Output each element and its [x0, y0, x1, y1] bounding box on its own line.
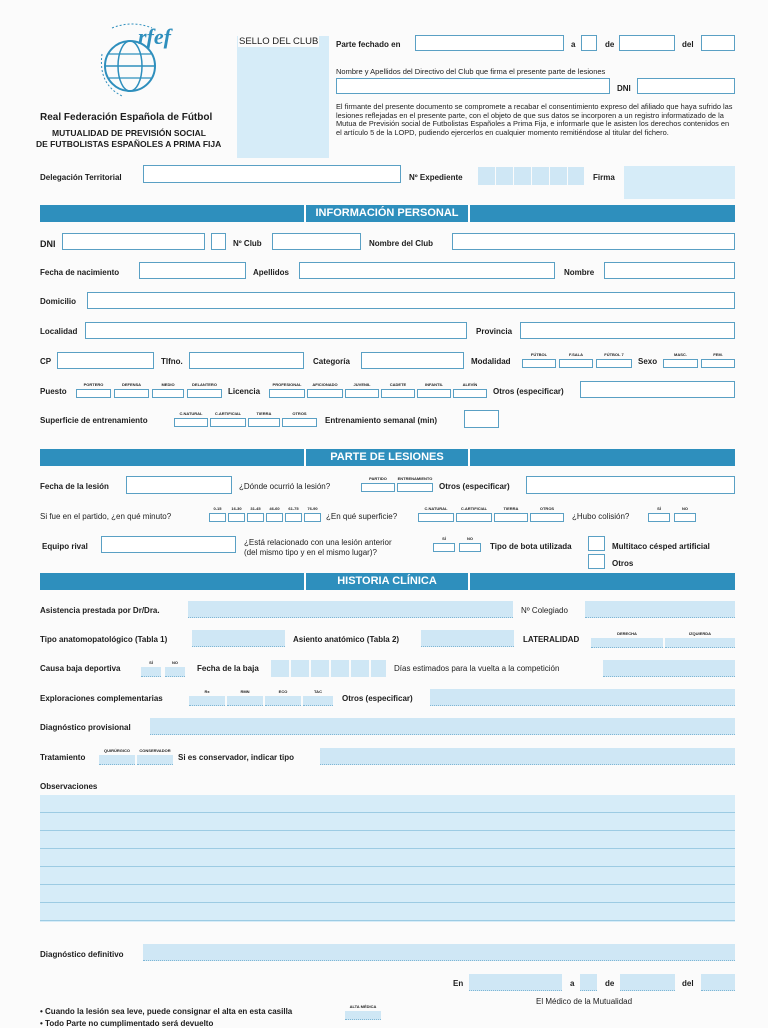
parte-fechado-label: Parte fechado en [336, 40, 401, 49]
colision-opt-si-box[interactable] [648, 513, 670, 522]
licencia-opt-alevin-box[interactable] [453, 389, 487, 398]
dni-letter-field[interactable] [211, 233, 226, 250]
puesto-opt-delantero-box[interactable] [187, 389, 222, 398]
minuto-opt-46-60-box[interactable] [266, 513, 283, 522]
diag-prov-field[interactable] [150, 718, 735, 735]
minuto-opt-0-15-label: 0-15 [213, 506, 222, 511]
footer-lugar-field[interactable] [469, 974, 562, 991]
org-subtitle-1: MUTUALIDAD DE PREVISIÓN SOCIAL [52, 128, 206, 138]
fecha-lesion-field[interactable] [126, 476, 232, 494]
parte-a-label: a [571, 40, 576, 49]
exploraciones-opt-tac-label: TAC [314, 689, 322, 694]
modalidad-opt-futbol-box[interactable] [522, 359, 556, 368]
org-subtitle-2: DE FUTBOLISTAS ESPAÑOLES A PRIMA FIJA [36, 139, 222, 149]
relacionado-opt-no-label: NO [467, 536, 473, 541]
superficie-opt-otros-label: OTROS [292, 411, 307, 416]
modalidad-opt-futbol7-box[interactable] [596, 359, 632, 368]
licencia-opt-cadete-box[interactable] [381, 389, 415, 398]
fecha-lesion-label: Fecha de la lesión [40, 482, 109, 491]
footer-en-label: En [453, 979, 464, 988]
fecha-nac-field[interactable] [139, 262, 246, 279]
fecha-baja-field[interactable] [271, 660, 386, 677]
puesto-label: Puesto [40, 387, 67, 396]
en-superficie-opt-natural-box[interactable] [418, 513, 454, 522]
en-superficie-opt-otros-label: OTROS [539, 506, 555, 511]
diag-def-field[interactable] [143, 944, 735, 961]
puesto-opt-portero-box[interactable] [76, 389, 111, 398]
localidad-field[interactable] [85, 322, 467, 339]
historia-title: HISTORIA CLÍNICA [304, 573, 470, 590]
superficie-opt-natural-label: C.NATURAL [179, 411, 203, 416]
minuto-opt-76-90-box[interactable] [304, 513, 321, 522]
directivo-label: Nombre y Apellidos del Directivo del Club que firma el presente parte de lesiones [336, 67, 606, 76]
entrenamiento-field[interactable] [464, 410, 499, 428]
bota-opt-multitaco-label: Multitaco césped artificial [612, 542, 710, 551]
relacionado-opt-no-box[interactable] [459, 543, 481, 552]
diag-prov-label: Diagnóstico provisional [40, 723, 131, 732]
en-superficie-opt-tierra-label: TIERRA [503, 506, 519, 511]
exploraciones-otros-label: Otros (especificar) [342, 694, 413, 703]
superficie-opt-tierra-box[interactable] [248, 418, 280, 427]
categoria-label: Categoría [313, 357, 350, 366]
licencia-label: Licencia [228, 387, 261, 396]
exploraciones-opt-rx-label: Rx [204, 689, 210, 694]
sello-club-box[interactable] [237, 36, 329, 158]
nombre-field[interactable] [604, 262, 735, 279]
licencia-opt-juvenil-label: JUVENIL [353, 382, 371, 387]
expediente-label: Nº Expediente [409, 173, 463, 182]
expediente-field[interactable] [478, 167, 584, 185]
sexo-opt-fem-box[interactable] [701, 359, 735, 368]
superficie-opt-artificial-box[interactable] [210, 418, 246, 427]
minuto-opt-61-75-label: 61-75 [288, 506, 299, 511]
parte-anio-field[interactable] [701, 35, 735, 51]
modalidad-label: Modalidad [471, 357, 511, 366]
en-superficie-opt-natural-label: C.NATURAL [424, 506, 448, 511]
footer-anio-field[interactable] [701, 974, 735, 991]
diag-def-label: Diagnóstico definitivo [40, 950, 124, 959]
causa-baja-opt-si-box[interactable] [141, 667, 161, 677]
donde-otros-label: Otros (especificar) [439, 482, 510, 491]
colision-opt-si-label: SÍ [657, 506, 661, 511]
conservador-field[interactable] [320, 748, 735, 765]
tratamiento-label: Tratamiento [40, 753, 86, 762]
exploraciones-label: Exploraciones complementarias [40, 694, 163, 703]
exploraciones-opt-rmn-box[interactable] [227, 696, 263, 706]
tlfno-label: Tlfno. [161, 357, 183, 366]
equipo-rival-label: Equipo rival [42, 542, 88, 551]
alta-medica-box[interactable] [345, 1011, 381, 1020]
domicilio-label: Domicilio [40, 297, 77, 306]
parte-mes-field[interactable] [619, 35, 675, 51]
conservador-label: Si es conservador, indicar tipo [178, 753, 295, 762]
tratamiento-opt-conservador-label: CONSERVADOR [139, 748, 171, 753]
footer-dia-field[interactable] [580, 974, 597, 991]
puesto-opt-medio-box[interactable] [152, 389, 184, 398]
dias-field[interactable] [603, 660, 735, 677]
tratamiento-opt-conservador-box[interactable] [137, 755, 173, 765]
exploraciones-opt-eco-label: ECO [278, 689, 288, 694]
colision-opt-no-label: NO [682, 506, 688, 511]
superficie-label: Superficie de entrenamiento [40, 416, 148, 425]
minuto-opt-76-90-label: 76-90 [307, 506, 318, 511]
sexo-opt-fem-label: FEM. [713, 352, 723, 357]
en-superficie-opt-artificial-label: C.ARTIFICIAL [460, 506, 488, 511]
en-superficie-opt-tierra-box[interactable] [494, 513, 528, 522]
bota-label: Tipo de bota utilizada [490, 542, 572, 551]
parte-dia-field[interactable] [581, 35, 597, 51]
lateralidad-opt-izquierda-box[interactable] [665, 638, 735, 648]
footer-de-label: de [605, 979, 615, 988]
donde-opt-entrenamiento-label: ENTRENAMIENTO [397, 476, 433, 481]
observaciones-field[interactable] [40, 795, 735, 922]
causa-baja-opt-no-box[interactable] [165, 667, 185, 677]
sello-club-label: SELLO DEL CLUB [239, 36, 319, 47]
minuto-opt-46-60-label: 46-60 [269, 506, 280, 511]
colegiado-field[interactable] [585, 601, 735, 618]
en-superficie-label: ¿En qué superficie? [326, 512, 398, 521]
colision-label: ¿Hubo colisión? [572, 512, 630, 521]
licencia-opt-infantil-label: INFANTIL [425, 382, 443, 387]
personal-title: INFORMACIÓN PERSONAL [304, 205, 470, 222]
nombre-club-field[interactable] [452, 233, 735, 250]
en-superficie-opt-otros-box[interactable] [530, 513, 564, 522]
footer-note-1: • Cuando la lesión sea leve, puede consignar el alta en esta casilla [40, 1007, 293, 1016]
modalidad-opt-fsala-label: F.SALA [569, 352, 583, 357]
nombre-club-label: Nombre del Club [369, 239, 434, 248]
lateralidad-opt-derecha-label: DERECHA [617, 631, 637, 636]
causa-baja-opt-no-label: NO [172, 660, 178, 665]
bota-opt-otros-label: Otros [612, 559, 634, 568]
licencia-opt-aficionado-box[interactable] [307, 389, 343, 398]
parte-de-label: de [605, 40, 615, 49]
parte-del-label: del [682, 40, 694, 49]
asistencia-label: Asistencia prestada por Dr/Dra. [40, 606, 160, 615]
minuto-opt-0-15-box[interactable] [209, 513, 226, 522]
dias-label: Días estimados para la vuelta a la competición [394, 664, 560, 673]
legal-text: El firmante del presente documento se compromete a recabar el consentimiento expreso del afiliado que haya sufrido las lesiones reflejadas en el presente parte, con el objeto de que sus datos se incorporen a un registro informatizado de la Mutua de Previsión social de Futbolistas Españoles a Prima Fija, e informarle que le asisten los derechos contenidos en el artículo 5 de la LOPD, pudiendo ejercerlos en cualquier momento remitiéndose al titular del fichero. [336, 102, 733, 137]
tlfno-field[interactable] [189, 352, 304, 369]
lateralidad-label: LATERALIDAD [523, 635, 580, 644]
delegacion-label: Delegación Territorial [40, 173, 122, 182]
provincia-field[interactable] [520, 322, 735, 339]
puesto-opt-medio-label: MEDIO [161, 382, 175, 387]
alta-medica-label: ALTA MÉDICA [349, 1004, 377, 1009]
superficie-opt-artificial-label: C.ARTIFICIAL [214, 411, 242, 416]
sexo-opt-masc-label: MASC. [674, 352, 687, 357]
org-name: Real Federación Española de Fútbol [40, 112, 213, 123]
lateralidad-opt-izquierda-label: IZQUIERDA [689, 631, 711, 636]
licencia-otros-field[interactable] [580, 381, 735, 398]
superficie-opt-tierra-label: TIERRA [256, 411, 272, 416]
licencia-opt-profesional-label: PROFESIONAL [272, 382, 302, 387]
donde-otros-field[interactable] [526, 476, 735, 494]
licencia-opt-juvenil-box[interactable] [345, 389, 379, 398]
tratamiento-opt-quirurgico-label: QUIRÚRGICO [104, 748, 130, 753]
sexo-opt-masc-box[interactable] [663, 359, 698, 368]
fecha-baja-label: Fecha de la baja [197, 664, 259, 673]
logo-text: rfef [138, 24, 171, 49]
puesto-opt-defensa-box[interactable] [114, 389, 149, 398]
colegiado-label: Nº Colegiado [521, 606, 568, 615]
cp-field[interactable] [57, 352, 154, 369]
exploraciones-opt-eco-box[interactable] [265, 696, 301, 706]
puesto-opt-defensa-label: DEFENSA [121, 382, 142, 387]
domicilio-field[interactable] [87, 292, 735, 309]
relacionado-opt-si-label: SÍ [442, 536, 446, 541]
exploraciones-opt-rmn-label: RMN [240, 689, 250, 694]
categoria-field[interactable] [361, 352, 464, 369]
provincia-label: Provincia [476, 327, 513, 336]
minuto-label: Si fue en el partido, ¿en qué minuto? [40, 512, 172, 521]
footer-mes-field[interactable] [620, 974, 675, 991]
exploraciones-opt-tac-box[interactable] [303, 696, 333, 706]
delegacion-field[interactable] [143, 165, 401, 183]
minuto-opt-16-30-box[interactable] [228, 513, 245, 522]
relacionado-opt-si-box[interactable] [433, 543, 455, 552]
donde-opt-partido-box[interactable] [361, 483, 395, 492]
dni-field[interactable] [62, 233, 205, 250]
bota-opt-multitaco-box[interactable] [588, 536, 605, 551]
causa-baja-opt-si-label: SÍ [149, 660, 153, 665]
licencia-opt-cadete-label: CADETE [389, 382, 407, 387]
directivo-dni-field[interactable] [637, 78, 735, 94]
entrenamiento-label: Entrenamiento semanal (min) [325, 416, 438, 425]
apellidos-label: Apellidos [253, 268, 290, 277]
minuto-opt-31-45-label: 31-45 [250, 506, 261, 511]
lateralidad-opt-derecha-box[interactable] [591, 638, 663, 648]
sexo-label: Sexo [638, 357, 658, 366]
n-club-field[interactable] [272, 233, 361, 250]
nombre-label: Nombre [564, 268, 595, 277]
asiento-label: Asiento anatómico (Tabla 2) [293, 635, 400, 644]
directivo-dni-label: DNI [617, 84, 631, 93]
superficie-opt-natural-box[interactable] [174, 418, 208, 427]
cp-label: CP [40, 357, 52, 366]
footer-note-2: • Todo Parte no cumplimentado será devuelto [40, 1019, 214, 1028]
firma-field[interactable] [624, 166, 735, 199]
fecha-nac-label: Fecha de nacimiento [40, 268, 120, 277]
tratamiento-opt-quirurgico-box[interactable] [99, 755, 135, 765]
donde-opt-partido-label: PARTIDO [369, 476, 387, 481]
tipo-anat-field[interactable] [192, 630, 285, 647]
n-club-label: Nº Club [233, 239, 262, 248]
puesto-opt-delantero-label: DELANTERO [192, 382, 217, 387]
footer-a-label: a [570, 979, 575, 988]
donde-label: ¿Dónde ocurrió la lesión? [239, 482, 331, 491]
exploraciones-otros-field[interactable] [430, 689, 735, 706]
licencia-opt-infantil-box[interactable] [417, 389, 451, 398]
modalidad-opt-futbol-label: FÚTBOL [530, 352, 548, 357]
asiento-field[interactable] [421, 630, 514, 647]
parte-fechado-field[interactable] [415, 35, 564, 51]
minuto-opt-31-45-box[interactable] [247, 513, 264, 522]
dni-label: DNI [40, 239, 56, 249]
causa-baja-label: Causa baja deportiva [40, 664, 121, 673]
asistencia-field[interactable] [188, 601, 513, 618]
localidad-label: Localidad [40, 327, 78, 336]
modalidad-opt-fsala-box[interactable] [559, 359, 593, 368]
rfef-logo [92, 14, 182, 104]
puesto-opt-portero-label: PORTERO [83, 382, 104, 387]
licencia-opt-alevin-label: ALEVÍN [462, 382, 478, 387]
en-superficie-opt-artificial-box[interactable] [456, 513, 492, 522]
relacionado-label-1: ¿Está relacionado con una lesión anterior [244, 538, 392, 547]
licencia-opt-aficionado-label: AFICIONADO [312, 382, 338, 387]
observaciones-label: Observaciones [40, 782, 98, 791]
bota-opt-otros-box[interactable] [588, 554, 605, 569]
exploraciones-opt-rx-box[interactable] [189, 696, 225, 706]
superficie-opt-otros-box[interactable] [282, 418, 317, 427]
licencia-opt-profesional-box[interactable] [269, 389, 305, 398]
firma-label: Firma [593, 173, 615, 182]
lesiones-title: PARTE DE LESIONES [304, 449, 470, 466]
directivo-field[interactable] [336, 78, 610, 94]
tipo-anat-label: Tipo anatomopatológico (Tabla 1) [40, 635, 168, 644]
footer-medico-label: El Médico de la Mutualidad [536, 997, 633, 1006]
footer-del-label: del [682, 979, 694, 988]
apellidos-field[interactable] [299, 262, 555, 279]
relacionado-label-2: (del mismo tipo y en el mismo lugar)? [244, 548, 377, 557]
donde-opt-entrenamiento-box[interactable] [397, 483, 433, 492]
minuto-opt-16-30-label: 16-30 [231, 506, 242, 511]
licencia-otros-label: Otros (especificar) [493, 387, 564, 396]
modalidad-opt-futbol7-label: FÚTBOL 7 [604, 352, 624, 357]
colision-opt-no-box[interactable] [674, 513, 696, 522]
minuto-opt-61-75-box[interactable] [285, 513, 302, 522]
equipo-rival-field[interactable] [101, 536, 236, 553]
